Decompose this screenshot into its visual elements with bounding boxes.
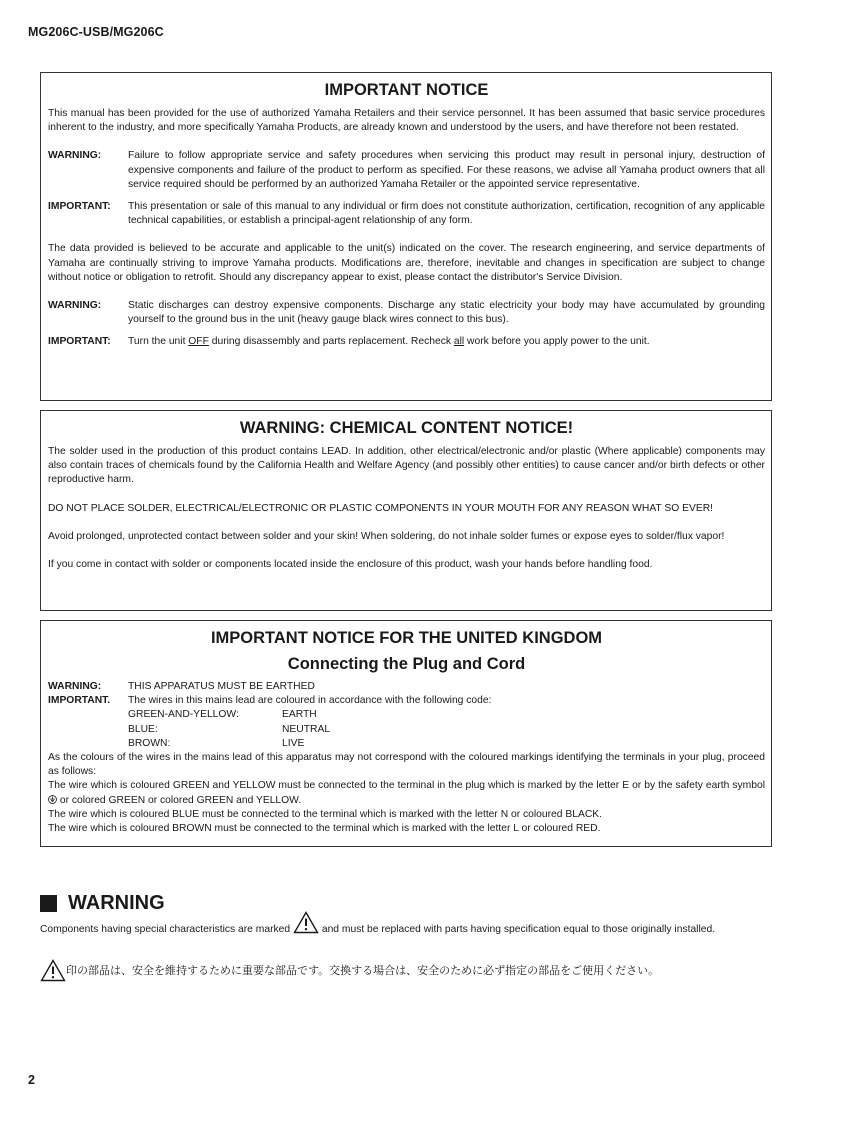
skin-contact-paragraph: Avoid prolonged, unprotected contact between solder and your skin! When soldering, do not inhale solder fumes or expose eyes to solder/flux vapor! [48, 530, 725, 542]
earth-ground-icon [48, 795, 57, 804]
off-emphasis: OFF [188, 336, 209, 348]
important-label: IMPORTANT. [48, 695, 111, 707]
chemical-notice-box [40, 410, 772, 611]
important-power-text: Turn the unit OFF during disassembly and parts replacement. Recheck all work before you apply power to the unit. [128, 336, 650, 348]
lead-paragraph: The solder used in the production of this product contains LEAD. In addition, other electrical/electronic and/or plastic (Where applicable) components may also contain traces of chemicals found by the California Health and Welfare Agency (and possibly other entities) to cause cancer and/or birth defects or other reproductive harm. [48, 446, 765, 486]
wire-color: BLUE: [128, 723, 158, 735]
mouth-warning-paragraph: DO NOT PLACE SOLDER, ELECTRICAL/ELECTRONIC OR PLASTIC COMPONENTS IN YOUR MOUTH FOR ANY REASON WHAT SO EVER! [48, 502, 714, 514]
warning-heading-text: WARNING [68, 892, 165, 914]
uk-notice-box [40, 620, 772, 847]
wire-meaning: NEUTRAL [282, 723, 331, 735]
warning-label: WARNING: [48, 681, 102, 692]
important-label: IMPORTANT: [48, 336, 111, 348]
warning-label: WARNING: [48, 150, 102, 162]
color-code-row [48, 723, 765, 737]
important-authorization-row [48, 200, 765, 228]
chemical-notice-title: WARNING: CHEMICAL CONTENT NOTICE! [239, 419, 574, 437]
earthed-warning-row [48, 680, 765, 694]
wire-color: BROWN: [128, 737, 171, 749]
color-code-intro-row [48, 694, 765, 708]
black-square-icon [40, 895, 57, 912]
caution-triangle-icon [40, 959, 66, 982]
wire-meaning: EARTH [282, 709, 317, 721]
all-emphasis: all [453, 336, 465, 348]
uk-notice-subtitle: Connecting the Plug and Cord [287, 655, 526, 673]
color-code-row [48, 708, 765, 722]
brown-wire-paragraph: The wire which is coloured BROWN must be connected to the terminal which is marked with the letter L or coloured RED. [48, 823, 601, 835]
blue-wire-paragraph: The wire which is coloured BLUE must be connected to the terminal which is marked with the letter N or coloured BLACK. [48, 808, 602, 820]
uk-notice-title: IMPORTANT NOTICE FOR THE UNITED KINGDOM [210, 629, 603, 647]
japanese-warning-line [40, 959, 659, 982]
warning-section-body: Components having special characteristics are marked and must be replaced with parts having specification equal to those originally installed. [40, 911, 776, 936]
wire-color: GREEN-AND-YELLOW: [128, 709, 239, 721]
warning-service-text: Failure to follow appropriate service and safety procedures when servicing this product may result in personal injury, destruction of expensive components and failure of the product to perform as specified. For these reasons, we advise all Yamaha product owners that all service required should be performed by an authorized Yamaha Retailer or the appointed service representative. [128, 150, 765, 190]
green-yellow-paragraph: The wire which is coloured GREEN and YELLOW must be connected to the terminal in the plug which is marked by the letter E or by the safety earth symbol or colored GREEN or colored GREEN and YELLOW. [48, 780, 765, 806]
caution-triangle-icon [293, 911, 319, 934]
wire-meaning: LIVE [282, 737, 305, 749]
color-code-row [48, 737, 765, 751]
mismatch-paragraph: As the colours of the wires in the mains lead of this apparatus may not correspond with the coloured markings identifying the terminals in your plug, proceed as follows: [48, 752, 765, 778]
data-accuracy-paragraph: The data provided is believed to be accurate and applicable to the unit(s) indicated on the cover. The research engineering, and service departments of Yamaha are continually striving to improve Yamaha products. Modifications are, therefore, inevitable and changes in specification are subject to change without notice or obligation to retrofit. Should any discrepancy appear to exist, please contact the distributor's Service Division. [48, 243, 765, 283]
earthed-warning-text: THIS APPARATUS MUST BE EARTHED [128, 681, 315, 692]
intro-paragraph: This manual has been provided for the use of authorized Yamaha Retailers and their service personnel. It has been assumed that basic service procedures inherent to the industry, and more specifically Yamaha Products, are already known and understood by the users, and have therefore not been restated. [48, 108, 765, 134]
warning-static-row [48, 299, 765, 327]
important-notice-title: IMPORTANT NOTICE [324, 81, 489, 99]
japanese-warning-text: 印の部品は、安全を維持するために重要な部品です。交換する場合は、安全のために必ず指定の部品をご使用ください。 [66, 963, 660, 977]
warning-service-row [48, 149, 765, 192]
wash-hands-paragraph: If you come in contact with solder or components located inside the enclosure of this product, wash your hands before handling food. [48, 559, 653, 571]
warning-static-text: Static discharges can destroy expensive components. Discharge any static electricity your body may have accumulated by grounding yourself to the ground bus in the unit (heavy gauge black wires connect to this bus). [128, 300, 765, 326]
document-header: MG206C-USB/MG206C [28, 25, 164, 39]
important-notice-box [40, 72, 772, 401]
important-label: IMPORTANT: [48, 201, 111, 213]
warning-label: WARNING: [48, 300, 102, 312]
important-authorization-text: This presentation or sale of this manual to any individual or firm does not constitute authorization, certification, recognition of any applicable technical capabilities, or establish a principal-agent relationship of any form. [128, 201, 765, 227]
page-number: 2 [28, 1073, 35, 1087]
color-code-intro-text: The wires in this mains lead are coloured in accordance with the following code: [128, 695, 492, 707]
important-power-row [48, 335, 765, 349]
